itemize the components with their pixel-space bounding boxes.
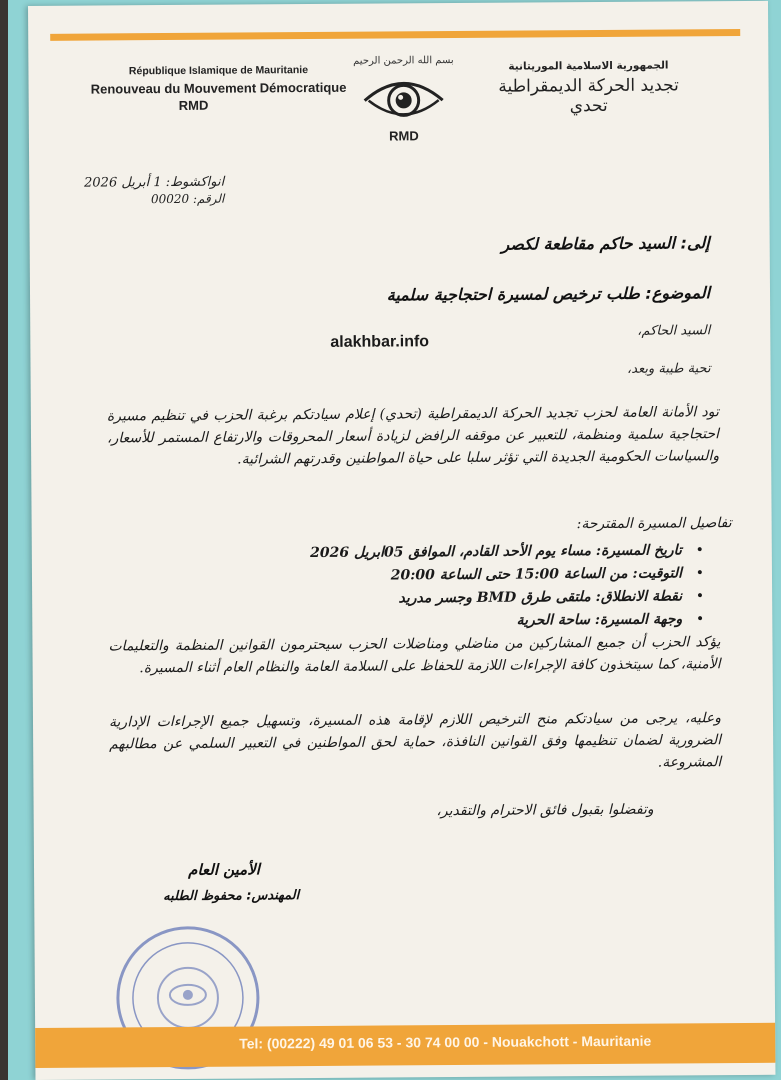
signatory-title: الأمين العام bbox=[188, 860, 260, 879]
ar-country-line: الجمهورية الاسلامية الموريتانية bbox=[508, 59, 669, 73]
bullet-icon: • bbox=[695, 565, 705, 582]
bullet-icon: • bbox=[695, 588, 705, 605]
salutation: السيد الحاكم، bbox=[637, 323, 711, 339]
letter-meta bbox=[44, 175, 224, 207]
details-list bbox=[182, 539, 705, 634]
ar-party-name: تجديد الحركة الديمقراطية bbox=[498, 75, 679, 97]
basmala-text: بسم الله الرحمن الرحيم bbox=[353, 55, 454, 67]
bullet-icon: • bbox=[695, 611, 705, 628]
date-line: انواكشوط: 1 أبريل 2026 bbox=[84, 174, 225, 191]
fr-party-name: Renouveau du Mouvement Démocratique bbox=[90, 79, 347, 97]
list-item bbox=[182, 585, 705, 611]
detail-start: نقطة الانطلاق: ملتقى طرق BMD وجسر مدريد bbox=[398, 588, 683, 607]
detail-time: التوقيت: من الساعة 15:00 حتى الساعة 20:00 bbox=[390, 565, 683, 584]
reference-number: الرقم: 00020 bbox=[150, 191, 225, 207]
body-paragraph-1: تود الأمانة العامة لحزب تجديد الحركة الديمقراطية (تحدي) إعلام سيادتكم برغبة الحزب في تنظيم مسيرة احتجاجية سلمية ومنظمة، للتعبير عن موقفه الرافض لزيادة أسعار المحروقات والارتفاع المستمر للأسعار، والسياسات الحكومية الجديدة التي تؤثر سلبا على حياة المواطنين وقدرتهم الشرائية. bbox=[106, 404, 720, 468]
body-paragraph-3: وعليه، يرجى من سيادتكم منح الترخيص اللازم لإقامة هذه المسيرة، وتسهيل جميع الإجراءات الإدارية الضرورية لضمان تنظيمها وفق القوانين النافذة، حماية لحق المواطنين في التعبير السلمي عن مطالبهم المشروعة. bbox=[108, 710, 722, 771]
greeting: تحية طيبة وبعد، bbox=[626, 361, 711, 377]
list-item bbox=[182, 539, 704, 565]
logo-label: RMD bbox=[389, 128, 419, 144]
signatory-name: المهندس: محفوظ الطلبه bbox=[163, 888, 300, 905]
details-heading: تفاصيل المسيرة المقترحة: bbox=[576, 515, 732, 533]
detail-date: تاريخ المسيرة: مساء يوم الأحد القادم، الموافق 05ابريل 2026 bbox=[310, 542, 682, 562]
french-letterhead bbox=[83, 64, 353, 114]
closing-line: وتفضلوا بقبول فائق الاحترام والتقدير، bbox=[436, 801, 654, 820]
fr-party-acronym: RMD bbox=[178, 97, 209, 113]
bullet-icon: • bbox=[695, 542, 704, 559]
list-item bbox=[182, 608, 705, 634]
ar-party-short-name: تحدي bbox=[569, 95, 608, 117]
fr-country-line: République Islamique de Mauritanie bbox=[128, 64, 309, 78]
list-item bbox=[182, 562, 705, 588]
party-logo bbox=[348, 55, 459, 156]
subject-line: الموضوع: طلب ترخيص لمسيرة احتجاجية سلمية bbox=[386, 283, 711, 305]
eye-logo-icon bbox=[360, 70, 446, 127]
footer-contact: Tel: (00222) 49 01 06 53 - 30 74 00 00 - Nouakchott - Mauritanie bbox=[239, 1032, 652, 1052]
body-paragraph-2: يؤكد الحزب أن جميع المشاركين من مناضلي ومناضلات الحزب سيحترمون القوانين المنظمة والتعليمات الأمنية، كما سيتخذون كافة الإجراءات اللازمة للحفاظ على السلامة العامة والنظام العام أثناء المسيرة. bbox=[108, 634, 721, 677]
arabic-letterhead bbox=[488, 59, 688, 116]
letter-page bbox=[28, 1, 775, 1080]
header-accent-bar bbox=[50, 29, 740, 41]
recipient-line: إلى: السيد حاكم مقاطعة لكصر bbox=[501, 233, 710, 254]
watermark: alakhbar.info bbox=[330, 333, 430, 351]
detail-destination: وجهة المسيرة: ساحة الحرية bbox=[516, 611, 683, 629]
